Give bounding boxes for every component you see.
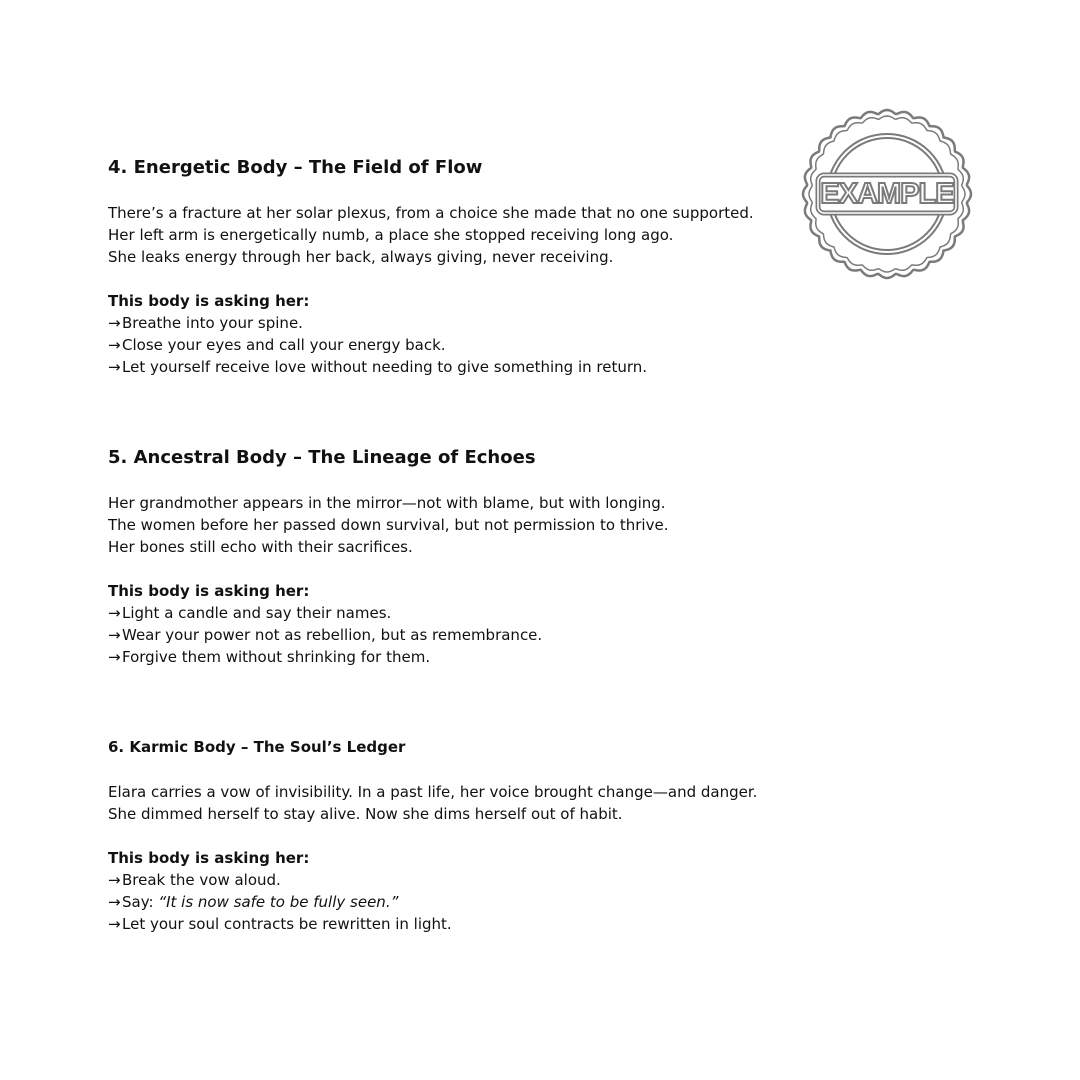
asking-item bbox=[108, 869, 808, 891]
arrow-icon: → bbox=[108, 871, 121, 889]
arrow-icon: → bbox=[108, 648, 121, 666]
paragraph-line: She dimmed herself to stay alive. Now she dims herself out of habit. bbox=[108, 805, 623, 823]
asking-label: This body is asking her: bbox=[108, 849, 310, 867]
arrow-icon: → bbox=[108, 314, 121, 332]
asking-item-text: Forgive them without shrinking for them. bbox=[122, 648, 431, 666]
say-quote: “It is now safe to be fully seen.” bbox=[158, 893, 399, 911]
asking-item bbox=[108, 312, 808, 334]
asking-list bbox=[108, 580, 808, 668]
paragraph-line: Elara carries a vow of invisibility. In a past life, her voice brought change—and danger. bbox=[108, 783, 758, 801]
asking-item bbox=[108, 624, 808, 646]
paragraph-line: Her bones still echo with their sacrifices. bbox=[108, 538, 413, 556]
arrow-icon: → bbox=[108, 336, 121, 354]
asking-item-text: Light a candle and say their names. bbox=[122, 604, 392, 622]
asking-item bbox=[108, 602, 808, 624]
example-stamp bbox=[800, 107, 974, 281]
asking-list bbox=[108, 290, 808, 378]
asking-item bbox=[108, 913, 808, 935]
asking-item-text: Breathe into your spine. bbox=[122, 314, 303, 332]
paragraph-line: The women before her passed down survival, but not permission to thrive. bbox=[108, 516, 669, 534]
asking-item-text: Close your eyes and call your energy back. bbox=[122, 336, 446, 354]
section-title: 5. Ancestral Body – The Lineage of Echoes bbox=[108, 447, 536, 468]
arrow-icon: → bbox=[108, 358, 121, 376]
arrow-icon: → bbox=[108, 893, 121, 911]
asking-item bbox=[108, 891, 808, 913]
asking-item-text: Let yourself receive love without needing to give something in return. bbox=[122, 358, 648, 376]
asking-item bbox=[108, 356, 808, 378]
asking-item bbox=[108, 334, 808, 356]
arrow-icon: → bbox=[108, 915, 121, 933]
section-karmic-body bbox=[108, 736, 808, 935]
section-paragraph bbox=[108, 202, 808, 268]
section-paragraph bbox=[108, 781, 808, 825]
arrow-icon: → bbox=[108, 604, 121, 622]
asking-label: This body is asking her: bbox=[108, 292, 310, 310]
asking-item-text: Break the vow aloud. bbox=[122, 871, 281, 889]
stamp-text: EXAMPLE bbox=[820, 178, 954, 210]
paragraph-line: Her left arm is energetically numb, a place she stopped receiving long ago. bbox=[108, 226, 674, 244]
asking-item-text: Let your soul contracts be rewritten in light. bbox=[122, 915, 452, 933]
section-ancestral-body bbox=[108, 447, 808, 668]
section-title: 4. Energetic Body – The Field of Flow bbox=[108, 157, 483, 178]
section-paragraph bbox=[108, 492, 808, 558]
asking-item-text: Wear your power not as rebellion, but as remembrance. bbox=[122, 626, 543, 644]
section-title: 6. Karmic Body – The Soul’s Ledger bbox=[108, 738, 406, 756]
paragraph-line: Her grandmother appears in the mirror—not with blame, but with longing. bbox=[108, 494, 666, 512]
asking-label: This body is asking her: bbox=[108, 582, 310, 600]
paragraph-line: There’s a fracture at her solar plexus, from a choice she made that no one supported. bbox=[108, 204, 754, 222]
arrow-icon: → bbox=[108, 626, 121, 644]
asking-item bbox=[108, 646, 808, 668]
asking-list bbox=[108, 847, 808, 935]
say-prefix: Say: bbox=[122, 893, 159, 911]
section-energetic-body bbox=[108, 157, 808, 378]
paragraph-line: She leaks energy through her back, always giving, never receiving. bbox=[108, 248, 614, 266]
